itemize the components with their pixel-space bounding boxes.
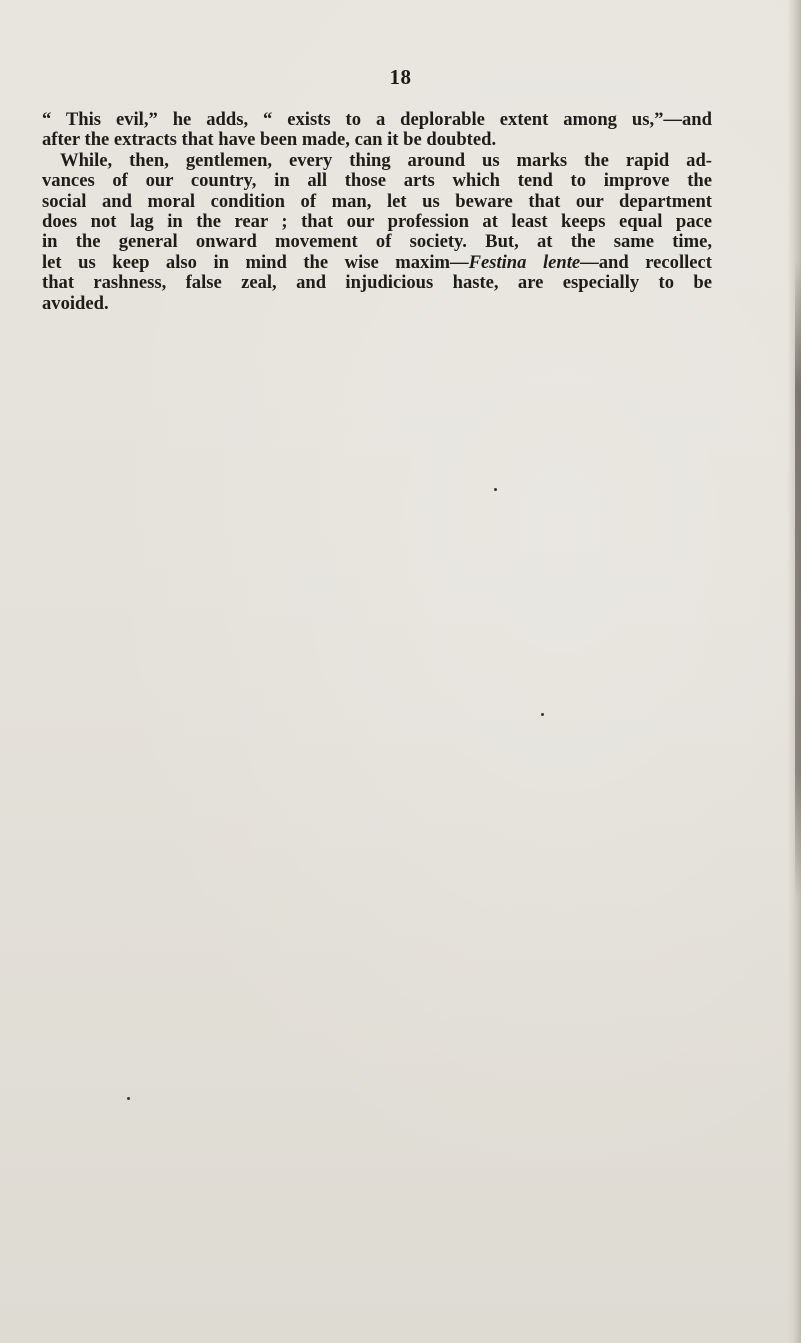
- text-line-content: “ This evil,” he adds, “ exists to a deplorable extent among us,”—and: [42, 109, 712, 130]
- text-line: [42, 192, 712, 212]
- text-line-content: in the general onward movement of society. But, at the same time,: [42, 231, 712, 253]
- text-line: [42, 171, 712, 191]
- text-line-content: after the extracts that have been made, can it be doubted.: [42, 129, 497, 151]
- text-line: [42, 212, 712, 232]
- text-line: [42, 232, 712, 252]
- text-line-content: let us keep also in mind the wise maxim—: [42, 251, 469, 273]
- italic-phrase: Festina lente: [468, 251, 581, 273]
- text-line-content: social and moral condition of man, let us beware that our department: [42, 190, 712, 212]
- page-number: 18: [389, 65, 412, 89]
- text-line-content: While, then, gentlemen, every thing around us marks the rapid ad-: [60, 149, 712, 171]
- text-line: [42, 273, 712, 293]
- text-line: [42, 294, 712, 314]
- ink-speck: [127, 1097, 130, 1100]
- text-line-content: avoided.: [42, 292, 109, 314]
- text-line-content: that rashness, false zeal, and injudicious haste, are especially to be: [42, 272, 712, 294]
- ink-speck: [494, 488, 497, 491]
- text-line: [42, 130, 712, 150]
- text-line: [42, 110, 712, 130]
- text-line: [42, 253, 712, 273]
- text-line: [42, 151, 712, 171]
- text-line-content: vances of our country, in all those arts which tend to improve the: [42, 170, 712, 192]
- text-line-content: does not lag in the rear ; that our profession at least keeps equal pace: [42, 211, 712, 233]
- ink-speck: [541, 713, 544, 716]
- body-text: [42, 110, 712, 314]
- text-line-content: —and recollect: [580, 251, 712, 273]
- binding-shadow: [795, 260, 801, 900]
